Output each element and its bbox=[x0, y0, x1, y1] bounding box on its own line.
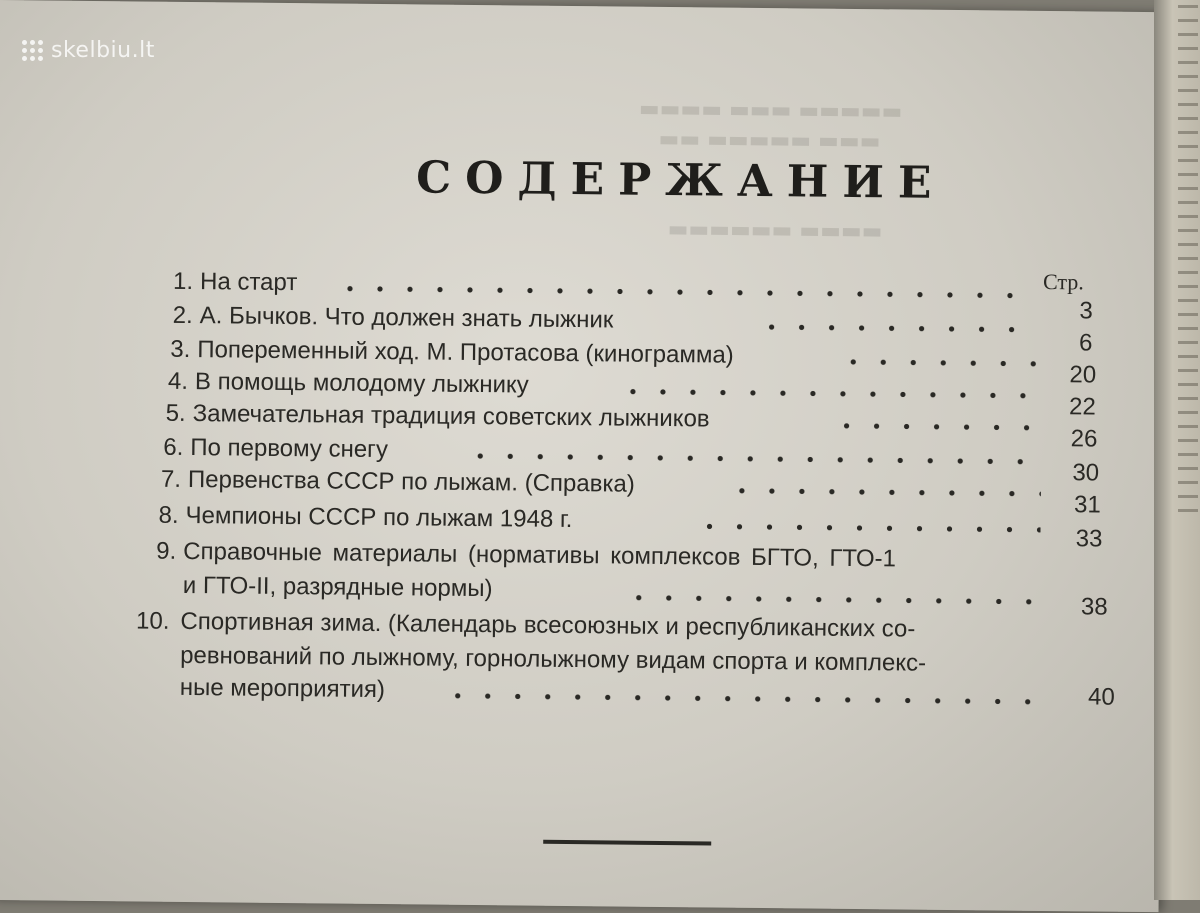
bleed-through-text: ▬▬▬▬ ▬▬▬▬▬▬ bbox=[667, 217, 883, 245]
entry-title: Первенства СССР по лыжам. (Справка) bbox=[187, 465, 635, 498]
leader-dots bbox=[443, 693, 1047, 705]
closing-rule bbox=[543, 840, 711, 846]
entry-title: Замечательная традиция советских лыжников bbox=[192, 400, 710, 433]
entry-page: 33 bbox=[1075, 525, 1103, 553]
entry-page: 20 bbox=[1069, 361, 1097, 389]
entry-page: 38 bbox=[1080, 593, 1108, 621]
entry-page: 6 bbox=[1078, 329, 1093, 357]
watermark-text: skelbiu.lt bbox=[51, 38, 155, 63]
entry-title-continued: ревнований по лыжному, горнолыжному видам спорта и комплекс- bbox=[180, 641, 927, 677]
page-title: СОДЕРЖАНИЕ bbox=[415, 152, 946, 209]
entry-title-continued: и ГТО-II, разрядные нормы) bbox=[182, 571, 493, 603]
entry-page: 31 bbox=[1073, 491, 1101, 519]
leader-dots bbox=[694, 523, 1040, 533]
entry-number: 1. bbox=[172, 267, 194, 296]
entry-title: По первому снегу bbox=[190, 434, 389, 464]
entry-title-continued: ные мероприятия) bbox=[179, 673, 386, 704]
entry-number: 7. bbox=[160, 465, 182, 493]
entry-number: 2. bbox=[172, 301, 193, 330]
entry-number: 3. bbox=[170, 335, 191, 364]
entry-title: Справочные материалы (нормативы комплексов БГТО, ГТО-1 bbox=[183, 537, 897, 573]
entry-page: 26 bbox=[1070, 425, 1098, 453]
leader-dots bbox=[727, 488, 1041, 497]
entry-number: 9. bbox=[156, 537, 177, 565]
leader-dots bbox=[618, 388, 1038, 398]
perforation-edge bbox=[1178, 0, 1198, 520]
adjacent-page-edge bbox=[1154, 0, 1200, 900]
page-column-label: Стр. bbox=[1042, 268, 1085, 295]
entry-title: А. Бычков. Что должен знать лыжник bbox=[199, 302, 614, 334]
entry-page: 40 bbox=[1087, 683, 1115, 711]
leader-dots bbox=[465, 453, 1039, 465]
entry-page: 22 bbox=[1068, 393, 1096, 421]
entry-title: Чемпионы СССР по лыжам 1948 г. bbox=[185, 501, 573, 534]
bleed-through-text: ▬▬▬ ▬▬▬▬▬ ▬▬ bbox=[658, 126, 881, 155]
watermark-logo-icon bbox=[22, 40, 43, 61]
entry-page: 3 bbox=[1079, 297, 1093, 325]
entry-number: 6. bbox=[163, 433, 184, 461]
entry-page: 30 bbox=[1072, 459, 1100, 487]
entry-number: 5. bbox=[165, 399, 186, 427]
leader-dots bbox=[838, 359, 1038, 367]
entry-title: Спортивная зима. (Календарь всесоюзных и республиканских со- bbox=[180, 607, 916, 643]
bleed-through-text: ▬▬▬▬▬ ▬▬▬ ▬▬▬▬ bbox=[638, 96, 903, 125]
watermark bbox=[22, 38, 155, 63]
entry-number: 4. bbox=[167, 367, 189, 395]
entry-number: 10. bbox=[135, 607, 170, 635]
leader-dots bbox=[832, 423, 1038, 431]
entry-title: На старт bbox=[199, 268, 298, 297]
entry-number: 8. bbox=[158, 501, 179, 529]
entry-title: В помощь молодому лыжнику bbox=[194, 368, 529, 399]
leader-dots bbox=[757, 324, 1037, 333]
leader-dots bbox=[624, 595, 1040, 605]
leader-dots bbox=[335, 286, 1035, 299]
toc-entry bbox=[0, 606, 1194, 723]
entry-title: Попеременный ход. М. Протасова (кинограмма) bbox=[197, 336, 734, 369]
